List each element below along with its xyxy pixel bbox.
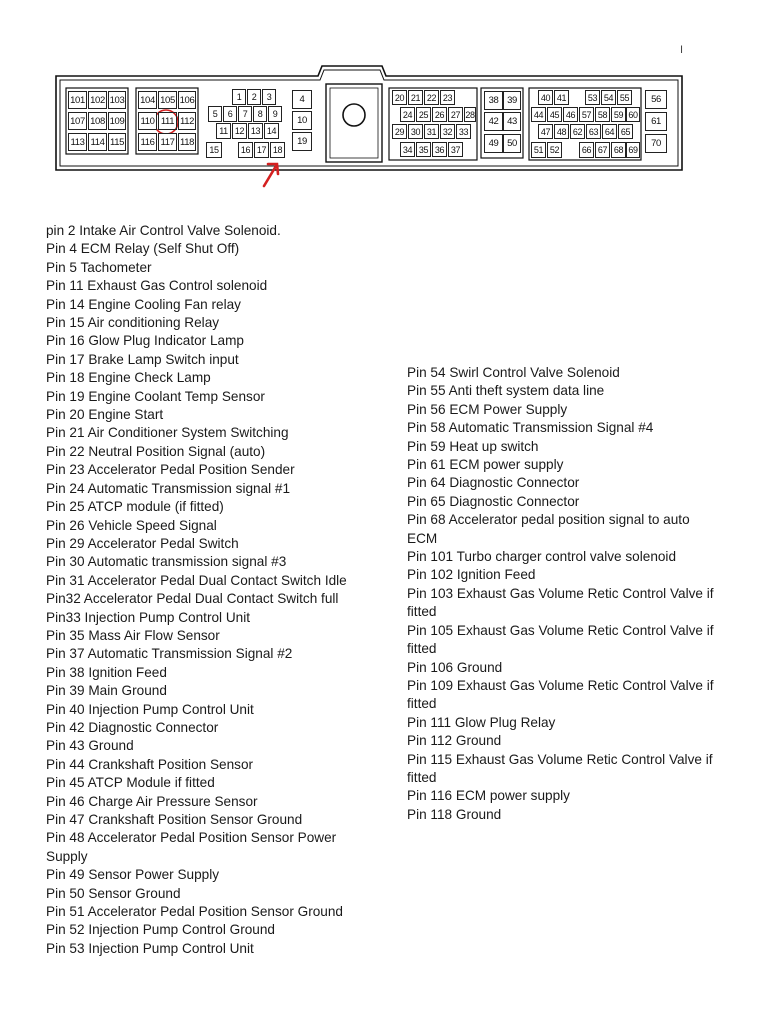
pin-description-line: Supply [46,848,88,864]
pin-description-line: Pin 112 Ground [407,733,502,749]
pin-5: 5 [208,106,222,122]
pin-description-line: Pin 26 Vehicle Speed Signal [46,517,217,533]
pin-40: 40 [538,90,553,105]
pin-43: 43 [503,112,521,131]
pin-103: 103 [108,91,126,109]
pin-51: 51 [531,142,546,158]
pin-description-line: Pin 29 Accelerator Pedal Switch [46,535,239,551]
pin-description-line: Pin 14 Engine Cooling Fan relay [46,296,241,312]
pin-list-right [407,364,737,824]
pin-50: 50 [503,134,521,153]
pin-2: 2 [247,89,261,105]
pin-102: 102 [88,91,107,109]
pin-9: 9 [268,106,282,122]
pin-106: 106 [178,91,196,109]
pin-description-line: Pin 65 Diagnostic Connector [407,493,580,509]
pin-description-line: Pin 51 Accelerator Pedal Position Sensor Ground [46,904,343,920]
pin-description-line: Pin 31 Accelerator Pedal Dual Contact Switch Idle [46,572,347,588]
pin-61: 61 [645,112,667,131]
pin-35: 35 [416,142,431,157]
pin-description-line: Pin 52 Injection Pump Control Ground [46,922,275,938]
pin-25: 25 [416,107,431,122]
pin-21: 21 [408,90,423,105]
pin-34: 34 [400,142,415,157]
pin-59: 59 [611,107,626,122]
pin-description-line: Pin 30 Automatic transmission signal #3 [46,554,287,570]
pin-23: 23 [440,90,455,105]
pin-description-line: Pin 106 Ground [407,659,503,675]
pin-description-line: Pin 118 Ground [407,806,502,822]
pin-29: 29 [392,124,407,139]
pin-description-line: Pin 46 Charge Air Pressure Sensor [46,793,258,809]
pin-24: 24 [400,107,415,122]
pin-description-line: Pin 39 Main Ground [46,683,167,699]
pin-19: 19 [292,132,312,151]
pin-description-line: Pin 37 Automatic Transmission Signal #2 [46,646,293,662]
pin-description-line: fitted [407,696,437,712]
pin-16: 16 [238,142,253,158]
pin-description-line: Pin 35 Mass Air Flow Sensor [46,627,220,643]
pin-57: 57 [579,107,594,122]
pin-list-left [46,222,386,958]
pin-description-line: Pin 47 Crankshaft Position Sensor Ground [46,812,303,827]
pin-description-line: Pin 58 Automatic Transmission Signal #4 [407,420,654,436]
pin-description-line: Pin 111 Glow Plug Relay [407,714,556,730]
pin-description-line: Pin 25 ATCP module (if fitted) [46,499,224,515]
pin-65: 65 [618,124,633,139]
pin-description-line: Pin 42 Diagnostic Connector [46,719,219,735]
pin-8: 8 [253,106,267,122]
pin-description-line: Pin 64 Diagnostic Connector [407,475,580,491]
pin-67: 67 [595,142,610,158]
pin-38: 38 [484,91,503,110]
pin-description-line: Pin 116 ECM power supply [407,788,570,804]
pin-60: 60 [626,107,640,122]
highlight-arrow [264,164,278,186]
pin-107: 107 [68,112,87,130]
pin-description-line: Pin 38 Ignition Feed [46,664,167,680]
pin-36: 36 [432,142,447,157]
pin-30: 30 [408,124,423,139]
pin-55: 55 [617,90,632,105]
pin-description-line: Pin 16 Glow Plug Indicator Lamp [46,333,244,349]
pin-20: 20 [392,90,407,105]
pin-description-line: Pin 53 Injection Pump Control Unit [46,940,254,956]
pin-45: 45 [547,107,562,122]
pin-description-line: Pin 21 Air Conditioner System Switching [46,425,289,441]
pin-description-line: pin 2 Intake Air Control Valve Solenoid. [46,223,281,238]
pin-description-line: Pin 105 Exhaust Gas Volume Retic Control Valve if [407,622,714,638]
pin-101: 101 [68,91,87,109]
pin-114: 114 [88,133,107,151]
pin-description-line: Pin32 Accelerator Pedal Dual Contact Switch full [46,591,339,607]
pin-description-line: Pin 55 Anti theft system data line [407,383,605,399]
pin-7: 7 [238,106,252,122]
pin-description-line: Pin 59 Heat up switch [407,438,539,454]
pin-111: 111 [158,112,177,130]
pin-description-line: Pin 22 Neutral Position Signal (auto) [46,443,266,459]
pin-description-line: Pin 50 Sensor Ground [46,885,181,901]
pin-description-line: Pin 43 Ground [46,738,134,754]
pin-description-line: Pin 54 Swirl Control Valve Solenoid [407,365,620,380]
pin-52: 52 [547,142,562,158]
pin-112: 112 [178,112,196,130]
pin-47: 47 [538,124,553,139]
pin-53: 53 [585,90,600,105]
pin-description-line: Pin 68 Accelerator pedal position signal to auto [407,512,690,528]
pin-description-line: Pin 4 ECM Relay (Self Shut Off) [46,241,240,257]
pin-description-line: Pin 24 Automatic Transmission signal #1 [46,480,291,496]
pin-10: 10 [292,111,312,130]
pin-description-line: Pin 109 Exhaust Gas Volume Retic Control Valve if [407,677,714,693]
pin-description-line: Pin 115 Exhaust Gas Volume Retic Control Valve if [407,751,713,767]
pin-110: 110 [138,112,157,130]
pin-18: 18 [270,142,285,158]
pin-115: 115 [108,133,126,151]
pin-description-line: Pin 17 Brake Lamp Switch input [46,351,239,367]
pin-39: 39 [503,91,521,110]
pin-description-line: Pin 45 ATCP Module if fitted [46,775,215,791]
pin-33: 33 [456,124,471,139]
pin-68: 68 [611,142,626,158]
pin-description-line: ECM [407,530,438,546]
pin-22: 22 [424,90,439,105]
pin-description-line: Pin33 Injection Pump Control Unit [46,609,251,625]
pin-70: 70 [645,134,667,153]
pin-108: 108 [88,112,107,130]
pin-27: 27 [448,107,463,122]
pin-26: 26 [432,107,447,122]
pin-17: 17 [254,142,269,158]
pin-28: 28 [464,107,476,122]
pin-42: 42 [484,112,503,131]
pin-description-line: Pin 19 Engine Coolant Temp Sensor [46,388,265,404]
pin-description-line: fitted [407,769,437,785]
pin-14: 14 [264,123,279,139]
pin-11: 11 [216,123,231,139]
pin-description-line: Pin 103 Exhaust Gas Volume Retic Control Valve if [407,585,714,601]
pin-48: 48 [554,124,569,139]
pin-description-line: Pin 101 Turbo charger control valve solenoid [407,549,677,565]
pin-44: 44 [531,107,546,122]
pin-6: 6 [223,106,237,122]
pin-62: 62 [570,124,585,139]
pin-description-line: Pin 102 Ignition Feed [407,567,536,583]
pin-15: 15 [206,142,222,158]
pin-32: 32 [440,124,455,139]
pin-description-line: Pin 23 Accelerator Pedal Position Sender [46,462,295,478]
pin-3: 3 [262,89,276,105]
pin-description-line: Pin 56 ECM Power Supply [407,401,568,417]
ecm-connector-diagram [0,0,768,200]
pin-description-line: Pin 40 Injection Pump Control Unit [46,701,254,717]
pin-description-line: Pin 11 Exhaust Gas Control solenoid [46,278,268,294]
pin-58: 58 [595,107,610,122]
pin-description-line: Pin 44 Crankshaft Position Sensor [46,756,254,772]
pin-54: 54 [601,90,616,105]
pin-description-line: Pin 18 Engine Check Lamp [46,370,211,386]
pin-13: 13 [248,123,263,139]
pin-37: 37 [448,142,463,157]
pin-56: 56 [645,90,667,109]
pin-64: 64 [602,124,617,139]
pin-116: 116 [138,133,157,151]
pin-description-line: fitted [407,641,437,657]
pin-12: 12 [232,123,247,139]
corner-mark: I [680,44,684,56]
pin-description-line: Pin 20 Engine Start [46,407,164,423]
pin-109: 109 [108,112,126,130]
pin-description-line: Pin 48 Accelerator Pedal Position Sensor Power [46,830,337,846]
pin-description-line: Pin 61 ECM power supply [407,457,564,473]
pin-63: 63 [586,124,601,139]
pin-117: 117 [158,133,177,151]
pin-46: 46 [563,107,578,122]
pin-104: 104 [138,91,157,109]
pin-1: 1 [232,89,246,105]
pin-69: 69 [626,142,640,158]
pin-description-line: Pin 49 Sensor Power Supply [46,867,220,883]
pin-4: 4 [292,90,312,109]
pin-description-line: Pin 15 Air conditioning Relay [46,315,220,331]
pin-113: 113 [68,133,87,151]
pin-41: 41 [554,90,569,105]
pin-118: 118 [178,133,196,151]
pin-49: 49 [484,134,503,153]
pin-31: 31 [424,124,439,139]
pin-105: 105 [158,91,177,109]
pin-description-line: Pin 5 Tachometer [46,259,152,275]
pin-66: 66 [579,142,594,158]
pin-description-line: fitted [407,604,437,620]
